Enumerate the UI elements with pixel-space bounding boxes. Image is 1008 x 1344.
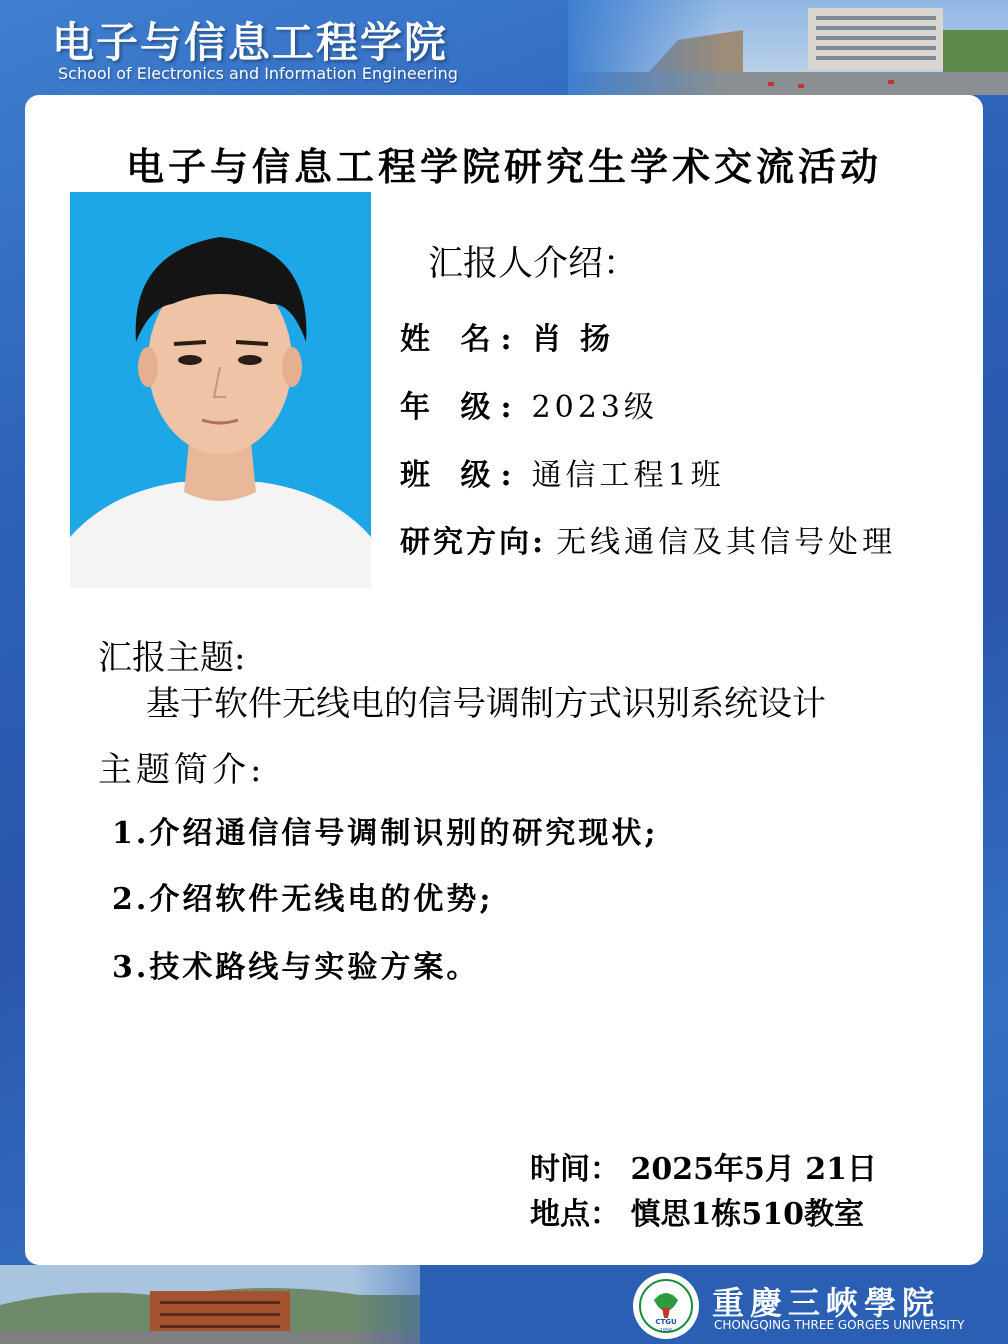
university-logo — [632, 1272, 700, 1340]
event-location: 地点： 慎思1栋510教室 — [530, 1197, 864, 1232]
intro-heading: 汇报人介绍： — [428, 244, 639, 284]
school-name-cn: 电子与信息工程学院 — [52, 18, 449, 67]
brief-item: 2.介绍软件无线电的优势; — [112, 882, 494, 917]
class-row — [400, 450, 725, 494]
brief-item: 3.技术路线与实验方案。 — [112, 950, 480, 985]
event-time: 时间： 2025年5月 21日 — [530, 1152, 878, 1187]
name-row — [400, 314, 614, 358]
research-label: 研究方向: — [400, 525, 547, 560]
grade-label: 年 级: — [400, 390, 522, 425]
class-label: 班 级: — [400, 458, 522, 493]
class-value: 通信工程1班 — [531, 458, 725, 493]
logo-text: CTGU — [655, 1318, 677, 1326]
name-value: 肖 扬 — [531, 322, 614, 357]
school-name-en: School of Electronics and Information Engineering — [58, 64, 458, 83]
campus-building-image — [568, 0, 1008, 95]
brief-label: 主题简介: — [98, 750, 266, 790]
university-name-cn: 重慶三峽學院 — [712, 1284, 941, 1322]
presenter-photo — [70, 192, 371, 588]
topic-label: 汇报主题: — [98, 638, 246, 678]
brief-item: 1.介绍通信信号调制识别的研究现状; — [112, 816, 659, 851]
logo-year: 1956 — [659, 1328, 673, 1334]
grade-row — [400, 382, 658, 426]
research-value: 无线通信及其信号处理 — [556, 525, 897, 560]
page-header — [0, 0, 1008, 95]
university-name-en: CHONGQING THREE GORGES UNIVERSITY — [714, 1318, 965, 1332]
page-title: 电子与信息工程学院研究生学术交流活动 — [125, 144, 882, 189]
research-row — [400, 517, 896, 561]
topic-text: 基于软件无线电的信号调制方式识别系统设计 — [146, 684, 826, 724]
grade-value: 2023级 — [531, 390, 658, 425]
name-label: 姓 名: — [400, 322, 522, 357]
